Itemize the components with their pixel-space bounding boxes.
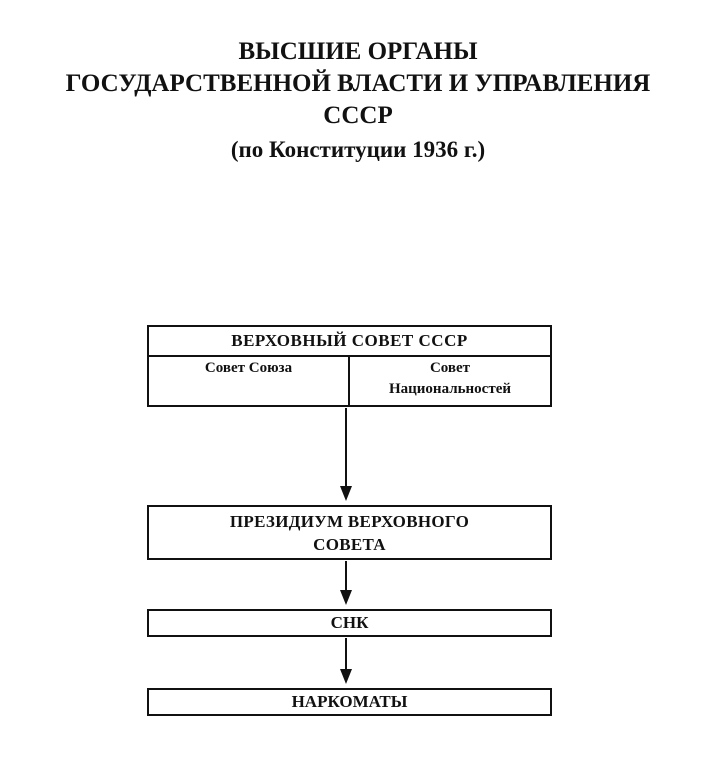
snk-label: СНК	[330, 613, 369, 632]
title-line-2: ГОСУДАРСТВЕННОЙ ВЛАСТИ И УПРАВЛЕНИЯ	[65, 70, 651, 97]
title-line-1: ВЫСШИЕ ОРГАНЫ	[238, 38, 478, 65]
soviet-of-nationalities-cell	[350, 357, 550, 405]
arrow-presidium-to-snk	[340, 561, 352, 605]
narkomaty-box	[147, 688, 552, 716]
soviet-of-nationalities-label: Совет Национальностей	[388, 360, 512, 397]
soviet-of-union-label: Совет Союза	[204, 360, 293, 376]
presidium-box	[147, 505, 552, 560]
supreme-soviet-box	[147, 325, 552, 407]
arrow-snk-to-narkomaty	[340, 638, 352, 684]
narkomaty-label: НАРКОМАТЫ	[291, 692, 408, 711]
supreme-soviet-label: ВЕРХОВНЫЙ СОВЕТ СССР	[149, 327, 550, 357]
arrow-supreme-to-presidium	[340, 408, 352, 501]
presidium-label-line-2: СОВЕТА	[313, 535, 386, 554]
soviet-of-union-cell	[149, 357, 350, 405]
title-line-3: СССР	[323, 102, 393, 129]
snk-box	[147, 609, 552, 637]
title-subtitle: (по Конституции 1936 г.)	[230, 137, 486, 162]
presidium-label-line-1: ПРЕЗИДИУМ ВЕРХОВНОГО	[229, 512, 470, 531]
